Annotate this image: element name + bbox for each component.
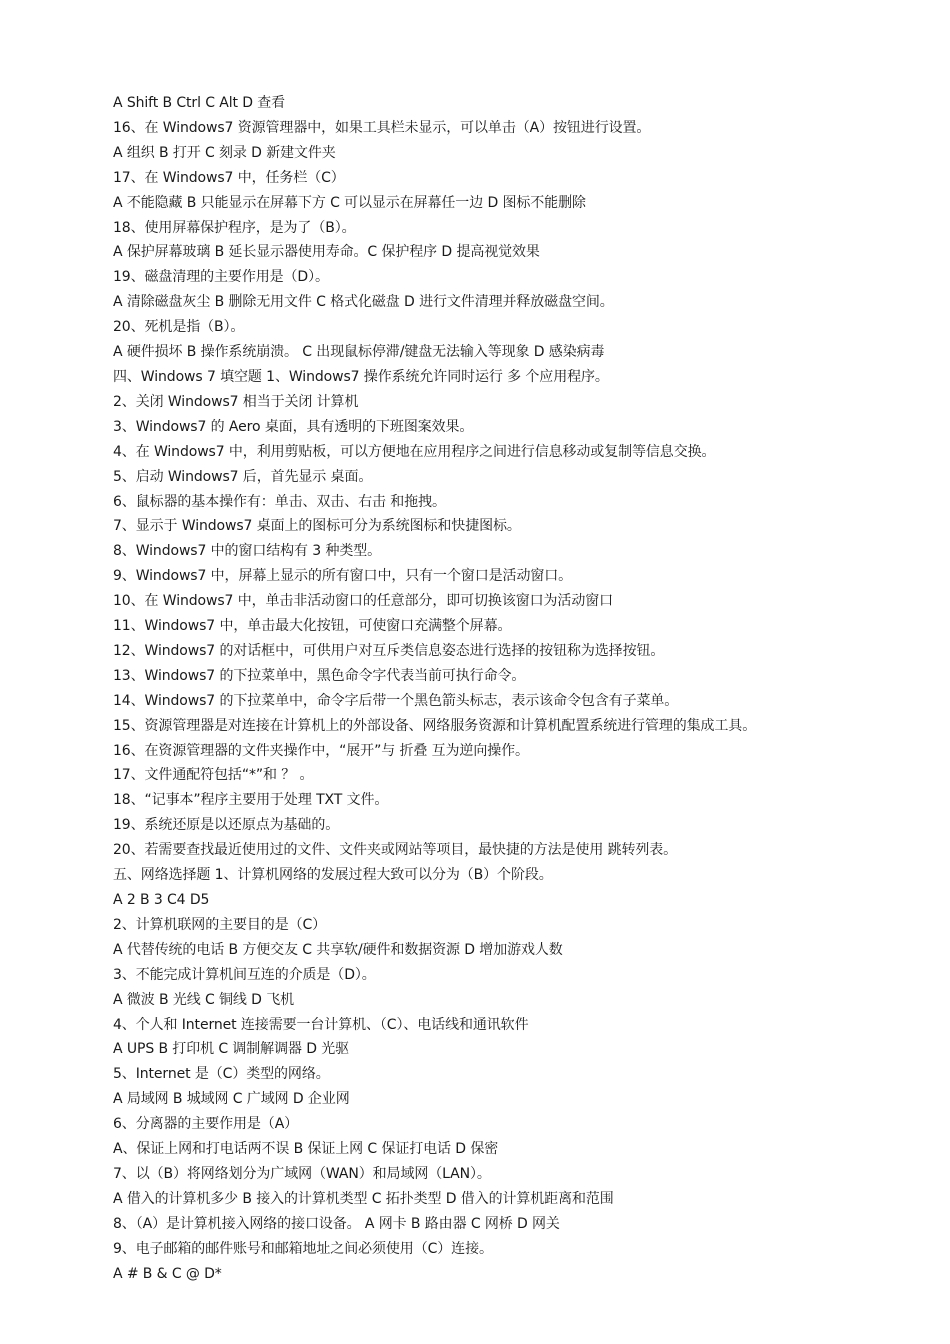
text-line: 16、在 Windows7 资源管理器中，如果工具栏未显示，可以单击（A）按钮进行设置。 bbox=[113, 119, 651, 136]
text-line: 9、Windows7 中，屏幕上显示的所有窗口中，只有一个窗口是活动窗口。 bbox=[113, 568, 573, 585]
text-line: 7、以（B）将网络划分为广域网（WAN）和局域网（LAN）。 bbox=[113, 1165, 491, 1182]
text-line: 4、个人和 Internet 连接需要一台计算机、（C）、电话线和通讯软件 bbox=[113, 1016, 529, 1033]
text-line: A 清除磁盘灰尘 B 删除无用文件 C 格式化磁盘 D 进行文件清理并释放磁盘空间。 bbox=[113, 294, 614, 311]
text-line: 8、Windows7 中的窗口结构有 3 种类型。 bbox=[113, 543, 382, 560]
text-line: 19、磁盘清理的主要作用是（D）。 bbox=[113, 269, 329, 286]
text-line: 17、在 Windows7 中，任务栏（C） bbox=[113, 169, 345, 186]
text-line: A Shift B Ctrl C Alt D 查看 bbox=[113, 95, 286, 111]
text-line: 6、分离器的主要作用是（A） bbox=[113, 1116, 299, 1133]
text-line: 18、使用屏幕保护程序，是为了（B）。 bbox=[113, 219, 356, 236]
text-line: 8、（A）是计算机接入网络的接口设备。 A 网卡 B 路由器 C 网桥 D 网关 bbox=[113, 1215, 560, 1232]
text-line: A UPS B 打印机 C 调制解调器 D 光驱 bbox=[113, 1041, 350, 1058]
text-line: 15、资源管理器是对连接在计算机上的外部设备、网络服务资源和计算机配置系统进行管理的集成工具。 bbox=[113, 717, 757, 734]
text-line: A 借入的计算机多少 B 接入的计算机类型 C 拓扑类型 D 借入的计算机距离和范围 bbox=[113, 1190, 614, 1207]
text-line: 20、死机是指（B）。 bbox=[113, 319, 245, 336]
text-line: 12、Windows7 的对话框中，可供用户对互斥类信息姿态进行选择的按钮称为选择按钮。 bbox=[113, 642, 665, 659]
text-line: 3、Windows7 的 Aero 桌面，具有透明的下班图案效果。 bbox=[113, 418, 474, 435]
text-line: 2、计算机联网的主要目的是（C） bbox=[113, 916, 327, 933]
document-body bbox=[113, 91, 913, 1287]
text-line: 3、不能完成计算机间互连的介质是（D）。 bbox=[113, 966, 376, 983]
text-line: 14、Windows7 的下拉菜单中，命令字后带一个黑色箭头标志，表示该命令包含有子菜单。 bbox=[113, 692, 679, 709]
text-line: A 2 B 3 C4 D5 bbox=[113, 892, 210, 908]
text-line: 9、电子邮箱的邮件账号和邮箱地址之间必须使用（C）连接。 bbox=[113, 1240, 493, 1257]
text-line: A 不能隐藏 B 只能显示在屏幕下方 C 可以显示在屏幕任一边 D 图标不能删除 bbox=[113, 194, 586, 211]
text-line: A 代替传统的电话 B 方便交友 C 共享软/硬件和数据资源 D 增加游戏人数 bbox=[113, 941, 563, 958]
text-line: A 保护屏幕玻璃 B 延长显示器使用寿命。C 保护程序 D 提高视觉效果 bbox=[113, 244, 540, 261]
text-line: 2、关闭 Windows7 相当于关闭 计算机 bbox=[113, 393, 359, 410]
text-line: 5、Internet 是（C）类型的网络。 bbox=[113, 1066, 330, 1083]
section-heading-line: 五、网络选择题 1、计算机网络的发展过程大致可以分为（B）个阶段。 bbox=[113, 867, 553, 884]
text-line: A 微波 B 光线 C 铜线 D 飞机 bbox=[113, 991, 294, 1008]
text-line: 13、Windows7 的下拉菜单中，黑色命令字代表当前可执行命令。 bbox=[113, 667, 526, 684]
text-line: 10、在 Windows7 中，单击非活动窗口的任意部分，即可切换该窗口为活动窗口 bbox=[113, 593, 614, 610]
text-line: 18、“记事本”程序主要用于处理 TXT 文件。 bbox=[113, 792, 389, 809]
text-line: 7、显示于 Windows7 桌面上的图标可分为系统图标和快捷图标。 bbox=[113, 518, 521, 535]
text-line: A # B & C @ D* bbox=[113, 1265, 222, 1282]
text-line: 17、文件通配符包括“*”和 ？ 。 bbox=[113, 767, 314, 784]
text-line: A 局域网 B 城域网 C 广域网 D 企业网 bbox=[113, 1091, 350, 1108]
text-line: 4、在 Windows7 中，利用剪贴板，可以方便地在应用程序之间进行信息移动或复制等信息交换。 bbox=[113, 443, 716, 460]
text-line: 5、启动 Windows7 后，首先显示 桌面。 bbox=[113, 468, 373, 485]
text-line: A、保证上网和打电话两不误 B 保证上网 C 保证打电话 D 保密 bbox=[113, 1141, 499, 1158]
text-line: 11、Windows7 中，单击最大化按钮，可使窗口充满整个屏幕。 bbox=[113, 618, 512, 635]
text-line: 19、系统还原是以还原点为基础的。 bbox=[113, 817, 340, 834]
text-line: 20、若需要查找最近使用过的文件、文件夹或网站等项目，最快捷的方法是使用 跳转列表。 bbox=[113, 842, 678, 859]
text-line: A 硬件损坏 B 操作系统崩溃。 C 出现鼠标停滞/键盘无法输入等现象 D 感染病毒 bbox=[113, 344, 605, 361]
section-heading-line: 四、Windows 7 填空题 1、Windows7 操作系统允许同时运行 多 个应用程序。 bbox=[113, 368, 609, 385]
text-line: 16、在资源管理器的文件夹操作中，“展开”与 折叠 互为逆向操作。 bbox=[113, 742, 529, 759]
text-line: 6、鼠标器的基本操作有：单击、双击、右击 和拖拽。 bbox=[113, 493, 446, 510]
text-line: A 组织 B 打开 C 刻录 D 新建文件夹 bbox=[113, 144, 336, 161]
